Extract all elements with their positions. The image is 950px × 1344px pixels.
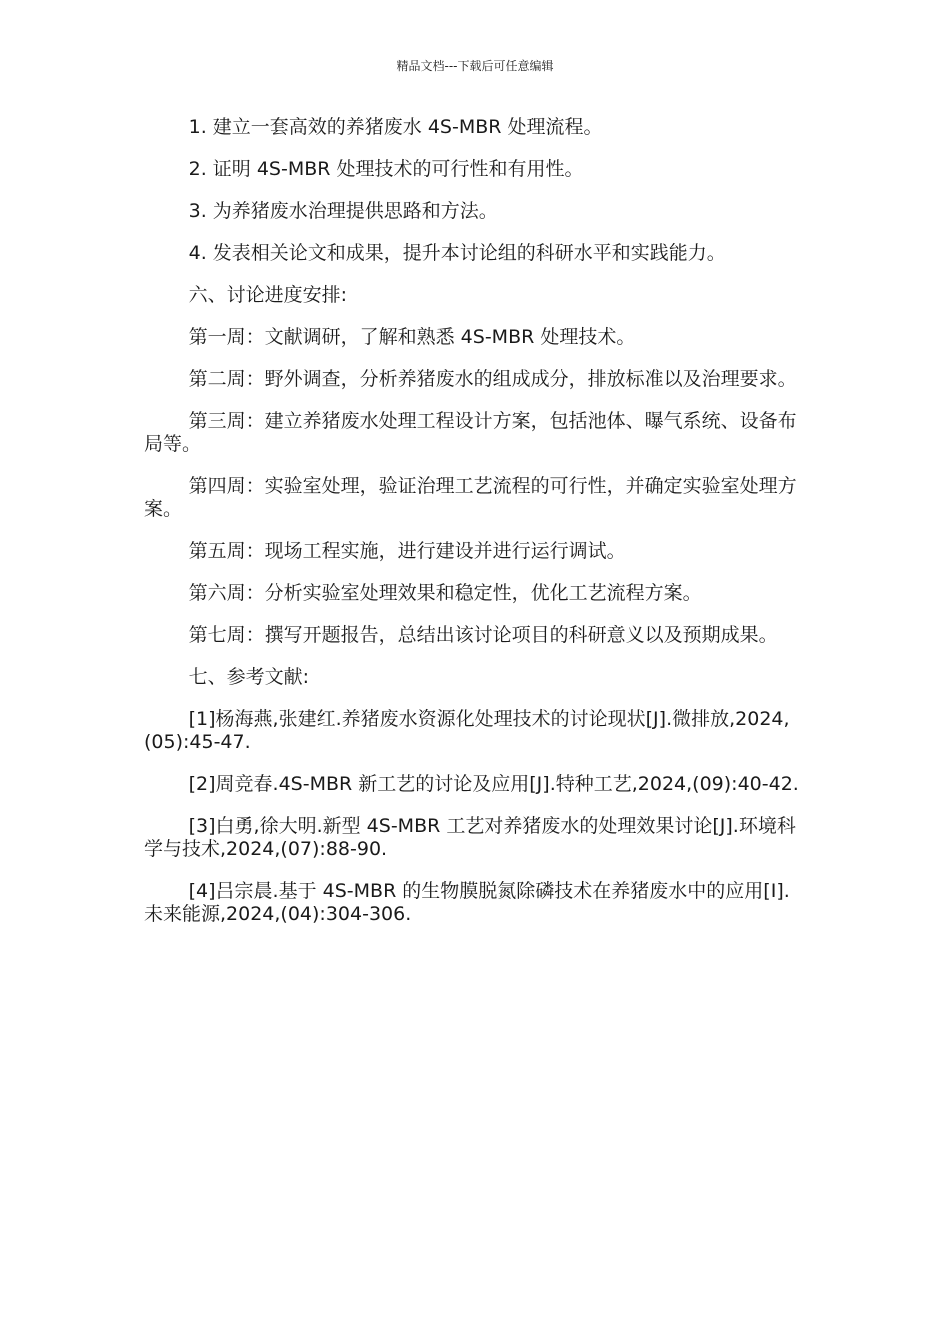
schedule-week-6: 第六周：分析实验室处理效果和稳定性，优化工艺流程方案。 <box>188 582 702 604</box>
schedule-week-1: 第一周：文献调研，了解和熟悉 4S-MBR 处理技术。 <box>188 326 636 348</box>
document-body <box>144 116 808 945</box>
goal-item-3: 3. 为养猪废水治理提供思路和方法。 <box>188 200 498 222</box>
references-heading: 七、参考文献: <box>188 666 310 688</box>
reference-item-4: [4]吕宗晨.基于 4S-MBR 的生物膜脱氮除磷技术在养猪废水中的应用[I].未来能源,2024,(04):304-306. <box>144 880 790 925</box>
page-header: 精品文档---下载后可任意编辑 <box>396 59 554 73</box>
schedule-week-7: 第七周：撰写开题报告，总结出该讨论项目的科研意义以及预期成果。 <box>188 624 778 646</box>
goal-item-4: 4. 发表相关论文和成果，提升本讨论组的科研水平和实践能力。 <box>188 242 726 264</box>
reference-item-1: [1]杨海燕,张建红.养猪废水资源化处理技术的讨论现状[J].微排放,2024,(05):45-47. <box>144 708 790 753</box>
reference-item-2: [2]周竞春.4S-MBR 新工艺的讨论及应用[J].特种工艺,2024,(09):40-42. <box>188 773 799 795</box>
schedule-week-3: 第三周：建立养猪废水处理工程设计方案，包括池体、曝气系统、设备布局等。 <box>144 410 797 455</box>
schedule-week-5: 第五周：现场工程实施，进行建设并进行运行调试。 <box>188 540 626 562</box>
goal-item-2: 2. 证明 4S-MBR 处理技术的可行性和有用性。 <box>188 158 584 180</box>
schedule-heading: 六、讨论进度安排: <box>188 284 348 306</box>
goal-item-1: 1. 建立一套高效的养猪废水 4S-MBR 处理流程。 <box>188 116 603 138</box>
schedule-week-2: 第二周：野外调查，分析养猪废水的组成成分，排放标准以及治理要求。 <box>188 368 797 390</box>
schedule-week-4: 第四周：实验室处理，验证治理工艺流程的可行性，并确定实验室处理方案。 <box>144 475 797 520</box>
reference-item-3: [3]白勇,徐大明.新型 4S-MBR 工艺对养猪废水的处理效果讨论[J].环境科学与技术,2024,(07):88-90. <box>144 815 796 860</box>
